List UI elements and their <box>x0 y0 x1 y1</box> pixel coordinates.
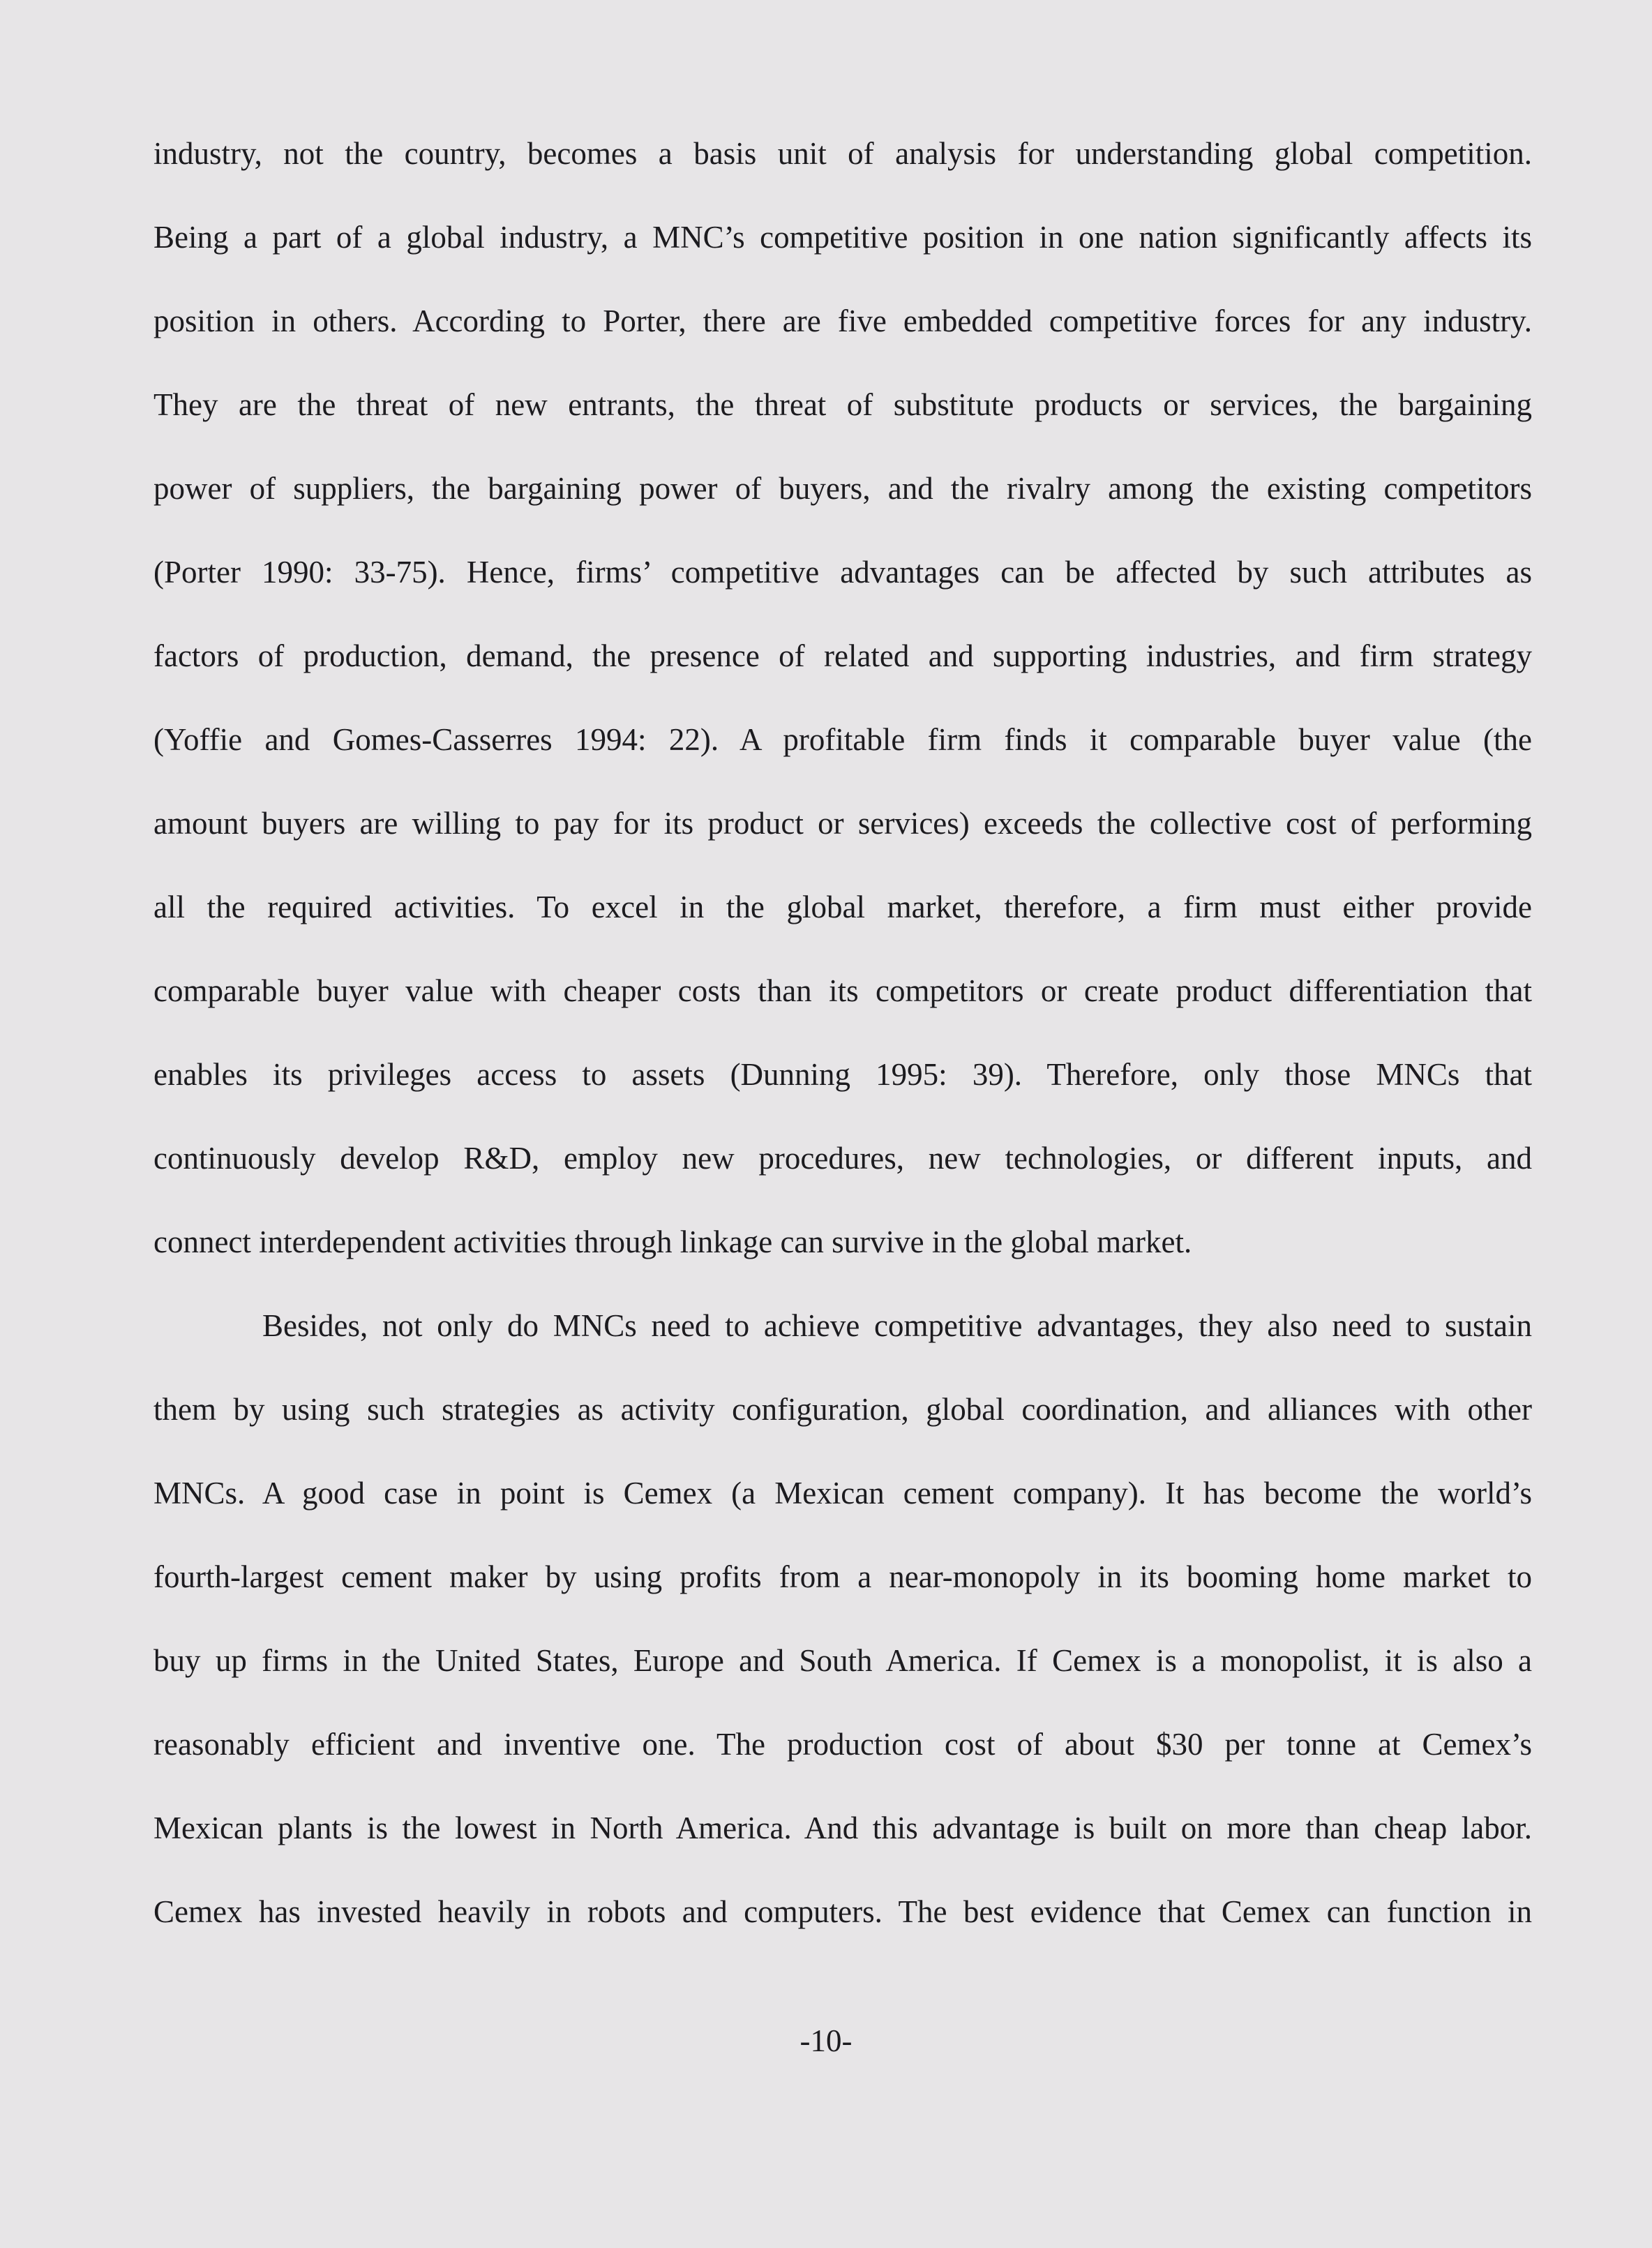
text-line: position in others. According to Porter, there are five embedded competitive forces for any industry. <box>153 304 1532 338</box>
text-line: them by using such strategies as activity configuration, global coordination, and alliances with other <box>153 1392 1532 1427</box>
text-line: buy up firms in the United States, Europe and South America. If Cemex is a monopolist, it is also a <box>153 1643 1532 1678</box>
text-line: Besides, not only do MNCs need to achieve competitive advantages, they also need to sustain <box>262 1308 1532 1343</box>
text-line: Cemex has invested heavily in robots and computers. The best evidence that Cemex can function in <box>153 1894 1532 1929</box>
text-line: reasonably efficient and inventive one. The production cost of about $30 per tonne at Cemex’s <box>153 1727 1532 1762</box>
text-line: industry, not the country, becomes a basis unit of analysis for understanding global competition. <box>153 136 1532 171</box>
text-line: power of suppliers, the bargaining power of buyers, and the rivalry among the existing competitors <box>153 471 1532 506</box>
text-line: Mexican plants is the lowest in North America. And this advantage is built on more than cheap labor. <box>153 1811 1532 1845</box>
text-line: They are the threat of new entrants, the threat of substitute products or services, the bargaining <box>153 387 1532 422</box>
text-line: (Porter 1990: 33-75). Hence, firms’ competitive advantages can be affected by such attributes as <box>153 555 1532 590</box>
text-line: comparable buyer value with cheaper costs than its competitors or create product differentiation that <box>153 973 1532 1008</box>
text-line: MNCs. A good case in point is Cemex (a Mexican cement company). It has become the world’s <box>153 1476 1532 1511</box>
text-line: connect interdependent activities through linkage can survive in the global market. <box>153 1224 1192 1259</box>
text-line: amount buyers are willing to pay for its product or services) exceeds the collective cost of performing <box>153 806 1532 841</box>
text-line: enables its privileges access to assets (Dunning 1995: 39). Therefore, only those MNCs that <box>153 1057 1532 1092</box>
text-line: (Yoffie and Gomes-Casserres 1994: 22). A profitable firm finds it comparable buyer value (the <box>153 722 1532 757</box>
text-line: fourth-largest cement maker by using profits from a near-monopoly in its booming home market to <box>153 1559 1532 1594</box>
text-line: all the required activities. To excel in the global market, therefore, a firm must either provide <box>153 890 1532 924</box>
text-line: Being a part of a global industry, a MNC’s competitive position in one nation significantly affects its <box>153 220 1532 255</box>
page-number: -10- <box>799 2023 853 2058</box>
text-line: continuously develop R&D, employ new procedures, new technologies, or different inputs, and <box>153 1141 1532 1176</box>
text-line: factors of production, demand, the presence of related and supporting industries, and firm strategy <box>153 638 1532 673</box>
